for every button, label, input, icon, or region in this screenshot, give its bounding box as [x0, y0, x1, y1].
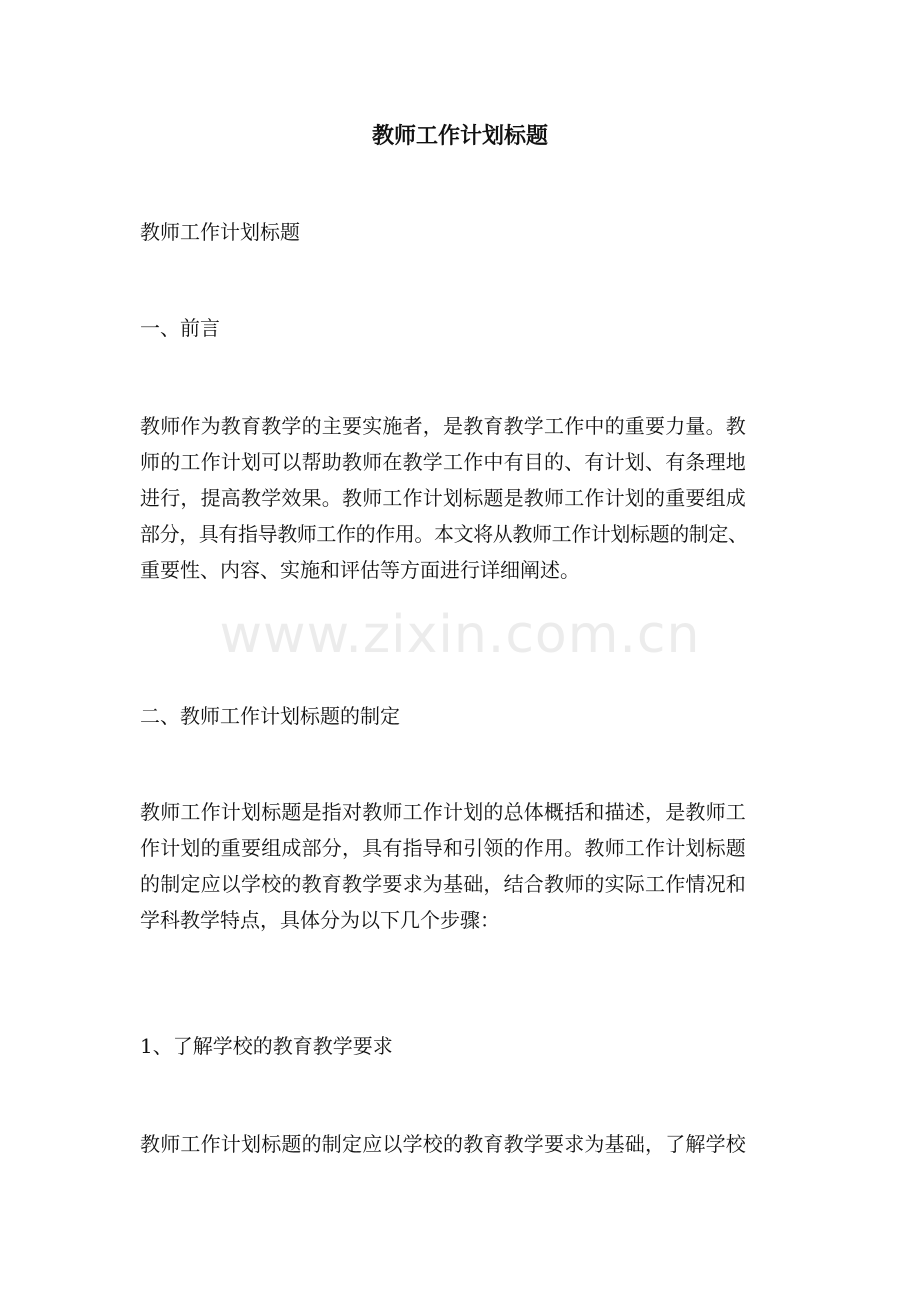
paragraph-line: 重要性、内容、实施和评估等方面进行详细阐述。	[140, 558, 580, 582]
section-heading-formulation: 二、教师工作计划标题的制定	[140, 704, 400, 728]
paragraph-formulation	[140, 794, 780, 938]
paragraph-line: 的制定应以学校的教育教学要求为基础，结合教师的实际工作情况和	[140, 872, 746, 896]
paragraph-line: 师的工作计划可以帮助教师在教学工作中有目的、有计划、有条理地	[140, 450, 746, 474]
paragraph-line: 部分，具有指导教师工作的作用。本文将从教师工作计划标题的制定、	[140, 522, 748, 546]
paragraph-line: 教师工作计划标题是指对教师工作计划的总体概括和描述，是教师工	[140, 800, 746, 824]
paragraph-line: 进行，提高教学效果。教师工作计划标题是教师工作计划的重要组成	[140, 486, 746, 510]
paragraph-line: 作计划的重要组成部分，具有指导和引领的作用。教师工作计划标题	[140, 836, 746, 860]
paragraph-line: 学科教学特点，具体分为以下几个步骤：	[140, 908, 500, 932]
step-heading-understand-requirements: 1、了解学校的教育教学要求	[140, 1034, 393, 1058]
paragraph-understand-requirements	[140, 1126, 780, 1162]
paragraph-preface	[140, 408, 780, 588]
paragraph-line: 教师工作计划标题的制定应以学校的教育教学要求为基础，了解学校	[140, 1132, 746, 1156]
paragraph-line: 教师作为教育教学的主要实施者，是教育教学工作中的重要力量。教	[140, 414, 746, 438]
document-subtitle: 教师工作计划标题	[140, 220, 300, 244]
section-heading-preface: 一、前言	[140, 316, 220, 340]
watermark: www.zixin.com.cn	[219, 605, 701, 665]
document-title: 教师工作计划标题	[371, 123, 548, 149]
